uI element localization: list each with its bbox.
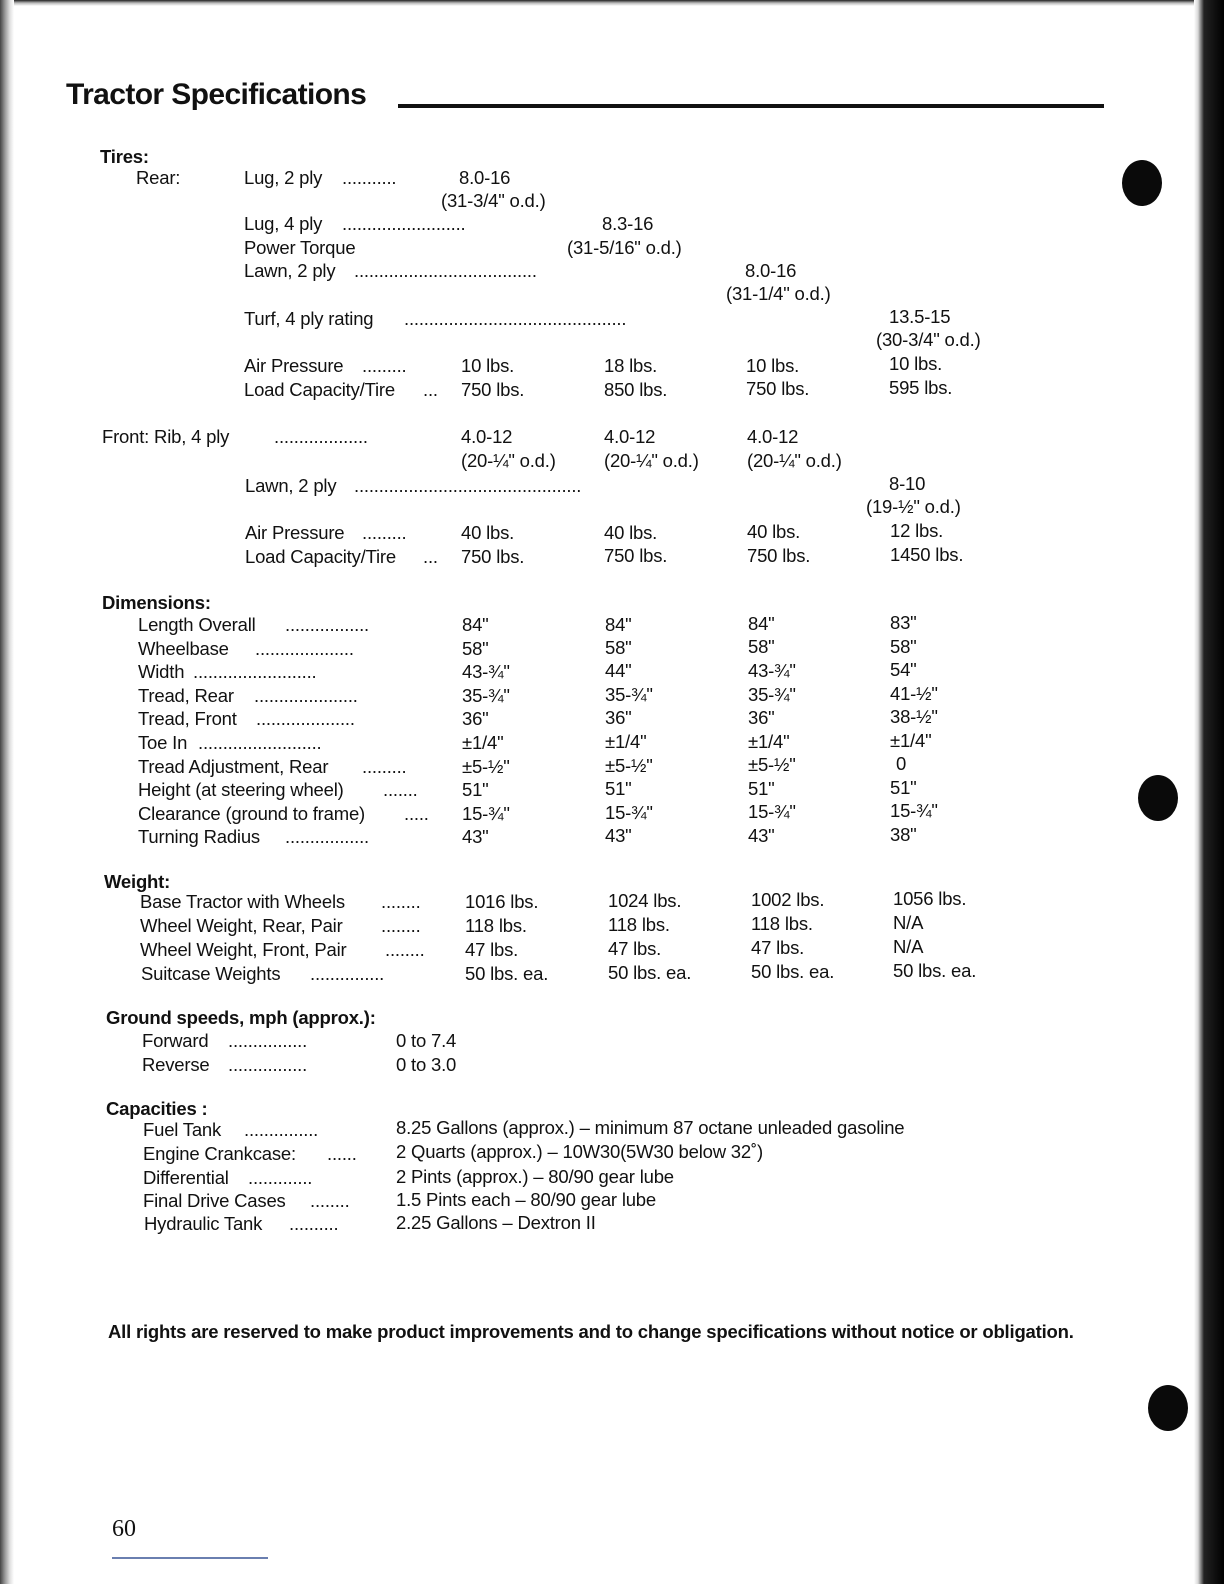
value-col-3: 35-¾" (748, 684, 796, 705)
front-tire-label: Front: Rib, 4 ply (102, 426, 230, 447)
capacity-label: Fuel Tank (143, 1119, 222, 1140)
section-heading-tires: Tires: (100, 146, 149, 167)
leader-dots: ..................... (254, 685, 358, 706)
value-col-3: 43-¾" (748, 660, 796, 681)
leader-dots: ........ (310, 1190, 350, 1211)
rear-label: Rear: (136, 167, 181, 188)
front-lawn-label: Lawn, 2 ply (245, 475, 337, 496)
value-col-1: 750 lbs. (461, 379, 525, 400)
value-col-2: ±1/4" (605, 731, 647, 752)
page-title: Tractor Specifications (66, 78, 367, 111)
leader-dots: ............................................. (404, 308, 627, 329)
value-col-2: 44" (605, 660, 632, 681)
leader-dots: ..................................... (354, 260, 537, 281)
value-col-3: 36" (748, 707, 775, 728)
scan-edge-top (0, 0, 1224, 6)
title-underline (398, 104, 1104, 108)
value-col-3: 10 lbs. (746, 355, 800, 376)
binder-hole (1148, 1385, 1188, 1431)
leader-dots: ....... (383, 779, 418, 800)
leader-dots: ......................... (342, 213, 466, 234)
value-col-1: 36" (462, 708, 489, 729)
weight-label: Suitcase Weights (141, 963, 281, 984)
leader-dots: .................... (255, 638, 354, 659)
value-col-3: 1002 lbs. (751, 889, 825, 910)
leader-dots: ............... (244, 1119, 319, 1140)
value-col-3: 43" (748, 825, 775, 846)
value-col-3: 750 lbs. (747, 545, 811, 566)
dimension-label: Tread, Front (138, 708, 237, 729)
value-col-2: 35-¾" (605, 684, 653, 705)
leader-dots: ... (423, 546, 438, 567)
capacity-label: Engine Crankcase: (143, 1143, 296, 1164)
dimension-label: Width (138, 661, 185, 682)
rights-notice: All rights are reserved to make product improvements and to change specifications without notice or obligation. (108, 1321, 1074, 1342)
value-col-1: 10 lbs. (461, 355, 515, 376)
dimension-label: Clearance (ground to frame) (138, 803, 365, 824)
scan-edge-right (1194, 0, 1224, 1584)
value-col-4: N/A (893, 936, 924, 957)
leader-dots: ......................... (193, 661, 317, 682)
capacity-label: Hydraulic Tank (144, 1213, 263, 1234)
value-col-4: 38" (890, 824, 917, 845)
front-tire-od: (20-¼" o.d.) (604, 450, 699, 471)
value-col-4: 1056 lbs. (893, 888, 967, 909)
speed-value: 0 to 7.4 (396, 1030, 457, 1051)
capacity-value: 2 Pints (approx.) – 80/90 gear lube (396, 1166, 674, 1187)
dimension-label: Turning Radius (138, 826, 260, 847)
value-col-1: 4.0-12 (461, 426, 513, 447)
value-col-3: ±5-½" (748, 754, 796, 775)
dimension-label: Tread, Rear (138, 685, 234, 706)
value-col-2: 15-¾" (605, 802, 653, 823)
value-col-1: 40 lbs. (461, 522, 515, 543)
rear-air-pressure-label: Air Pressure (244, 355, 344, 376)
value-col-3: ±1/4" (748, 731, 790, 752)
leader-dots: ............. (248, 1167, 313, 1188)
value-col-2: 58" (605, 637, 632, 658)
leader-dots: ........... (342, 167, 397, 188)
dimension-label: Height (at steering wheel) (138, 779, 344, 800)
rear-tire-size: 8.0-16 (459, 167, 511, 188)
rear-tire-od: (31-5/16" o.d.) (567, 237, 682, 258)
value-col-2: 36" (605, 707, 632, 728)
value-col-3: 51" (748, 778, 775, 799)
capacity-value: 2.25 Gallons – Dextron II (396, 1212, 596, 1233)
value-col-2: 43" (605, 825, 632, 846)
value-col-2: 18 lbs. (604, 355, 658, 376)
value-col-4: ±1/4" (890, 730, 932, 751)
scan-edge-left (0, 0, 14, 1584)
value-col-2: ±5-½" (605, 755, 653, 776)
rear-tire-label: Lug, 2 ply (244, 167, 323, 188)
value-col-1: 1016 lbs. (465, 891, 539, 912)
leader-dots: ... (423, 379, 438, 400)
rear-tire-size: 8.3-16 (602, 213, 654, 234)
value-col-1: 47 lbs. (465, 939, 519, 960)
value-col-3: 84" (748, 613, 775, 634)
leader-dots: .............................................. (354, 475, 582, 496)
rear-tire-label: Turf, 4 ply rating (244, 308, 374, 329)
leader-dots: ................ (228, 1030, 308, 1051)
value-col-3: 40 lbs. (747, 521, 801, 542)
rear-tire-od: (31-3/4" o.d.) (441, 190, 546, 211)
speed-label: Reverse (142, 1054, 210, 1075)
value-col-2: 1024 lbs. (608, 890, 682, 911)
value-col-1: ±5-½" (462, 756, 510, 777)
capacity-label: Final Drive Cases (143, 1190, 286, 1211)
leader-dots: ......................... (198, 732, 322, 753)
value-col-2: 118 lbs. (608, 914, 670, 935)
value-col-2: 750 lbs. (604, 545, 668, 566)
value-col-2: 51" (605, 778, 632, 799)
leader-dots: ............... (310, 963, 385, 984)
front-load-capacity-label: Load Capacity/Tire (245, 546, 396, 567)
dimension-label: Tread Adjustment, Rear (138, 756, 329, 777)
front-tire-od: (20-¼" o.d.) (747, 450, 842, 471)
value-col-1: 35-¾" (462, 685, 510, 706)
rear-tire-label: Lug, 4 ply (244, 213, 323, 234)
value-col-3: 118 lbs. (751, 913, 813, 934)
rear-load-capacity-label: Load Capacity/Tire (244, 379, 395, 400)
rear-tire-label: Lawn, 2 ply (244, 260, 336, 281)
leader-dots: ................ (228, 1054, 308, 1075)
bottom-rule (112, 1557, 268, 1559)
value-col-1: 43" (462, 826, 489, 847)
value-col-4: 41-½" (890, 683, 938, 704)
leader-dots: ........ (381, 915, 421, 936)
value-col-1: 750 lbs. (461, 546, 525, 567)
value-col-4: 12 lbs. (890, 520, 944, 541)
page-number: 60 (112, 1516, 136, 1542)
value-col-3: 47 lbs. (751, 937, 805, 958)
rear-tire-od: (30-3/4" o.d.) (876, 329, 981, 350)
rear-tire-label: Power Torque (244, 237, 356, 258)
section-heading-dimensions: Dimensions: (102, 592, 211, 613)
leader-dots: ..... (404, 803, 429, 824)
capacity-label: Differential (143, 1167, 229, 1188)
value-col-4: 83" (890, 612, 917, 633)
leader-dots: .................... (256, 708, 355, 729)
value-col-2: 47 lbs. (608, 938, 662, 959)
leader-dots: ......... (362, 756, 407, 777)
rear-tire-size: 13.5-15 (889, 306, 951, 327)
value-col-4: 595 lbs. (889, 377, 953, 398)
value-col-1: 118 lbs. (465, 915, 527, 936)
value-col-4: 10 lbs. (889, 353, 943, 374)
leader-dots: ........ (381, 891, 421, 912)
front-tire-od: (20-¼" o.d.) (461, 450, 556, 471)
value-col-4: 1450 lbs. (890, 544, 964, 565)
value-col-3: 4.0-12 (747, 426, 799, 447)
value-col-1: 50 lbs. ea. (465, 963, 549, 984)
front-air-pressure-label: Air Pressure (245, 522, 345, 543)
value-col-4: 38-½" (890, 706, 938, 727)
value-col-4: N/A (893, 912, 924, 933)
value-col-1: 15-¾" (462, 803, 510, 824)
value-col-2: 4.0-12 (604, 426, 656, 447)
rear-tire-size: 8.0-16 (745, 260, 797, 281)
value-col-2: 850 lbs. (604, 379, 668, 400)
leader-dots: ......... (362, 522, 407, 543)
rear-tire-od: (31-1/4" o.d.) (726, 283, 831, 304)
value-col-4: 50 lbs. ea. (893, 960, 977, 981)
capacity-value: 8.25 Gallons (approx.) – minimum 87 octane unleaded gasoline (396, 1117, 905, 1138)
value-col-2: 50 lbs. ea. (608, 962, 692, 983)
speed-label: Forward (142, 1030, 209, 1051)
front-lawn-od: (19-½" o.d.) (866, 496, 961, 517)
leader-dots: .......... (289, 1213, 339, 1234)
capacity-value: 1.5 Pints each – 80/90 gear lube (396, 1189, 656, 1210)
dimension-label: Wheelbase (138, 638, 229, 659)
value-col-3: 50 lbs. ea. (751, 961, 835, 982)
value-col-1: 51" (462, 779, 489, 800)
value-col-2: 84" (605, 614, 632, 635)
leader-dots: ................. (285, 826, 369, 847)
weight-label: Base Tractor with Wheels (140, 891, 345, 912)
dimension-label: Toe In (138, 732, 188, 753)
binder-hole (1122, 160, 1162, 206)
value-col-4: 58" (890, 636, 917, 657)
capacity-value: 2 Quarts (approx.) – 10W30(5W30 below 32˚) (396, 1141, 763, 1162)
value-col-3: 58" (748, 636, 775, 657)
value-col-3: 750 lbs. (746, 378, 810, 399)
speed-value: 0 to 3.0 (396, 1054, 457, 1075)
value-col-1: ±1/4" (462, 732, 504, 753)
weight-label: Wheel Weight, Front, Pair (140, 939, 347, 960)
leader-dots: ...... (327, 1143, 357, 1164)
section-heading-capacities: Capacities : (106, 1098, 208, 1119)
value-col-4: 0 (896, 753, 907, 774)
value-col-1: 84" (462, 614, 489, 635)
front-lawn-size: 8-10 (889, 473, 926, 494)
leader-dots: ......... (362, 355, 407, 376)
value-col-4: 15-¾" (890, 800, 938, 821)
value-col-3: 15-¾" (748, 801, 796, 822)
dimension-label: Length Overall (138, 614, 256, 635)
value-col-4: 54" (890, 659, 917, 680)
binder-hole (1138, 775, 1178, 821)
section-heading-ground-speeds: Ground speeds, mph (approx.): (106, 1007, 376, 1028)
weight-label: Wheel Weight, Rear, Pair (140, 915, 343, 936)
section-heading-weight: Weight: (104, 871, 171, 892)
leader-dots: ................. (285, 614, 369, 635)
value-col-1: 43-¾" (462, 661, 510, 682)
leader-dots: ........ (385, 939, 425, 960)
value-col-2: 40 lbs. (604, 522, 658, 543)
value-col-1: 58" (462, 638, 489, 659)
value-col-4: 51" (890, 777, 917, 798)
leader-dots: ................... (274, 426, 368, 447)
